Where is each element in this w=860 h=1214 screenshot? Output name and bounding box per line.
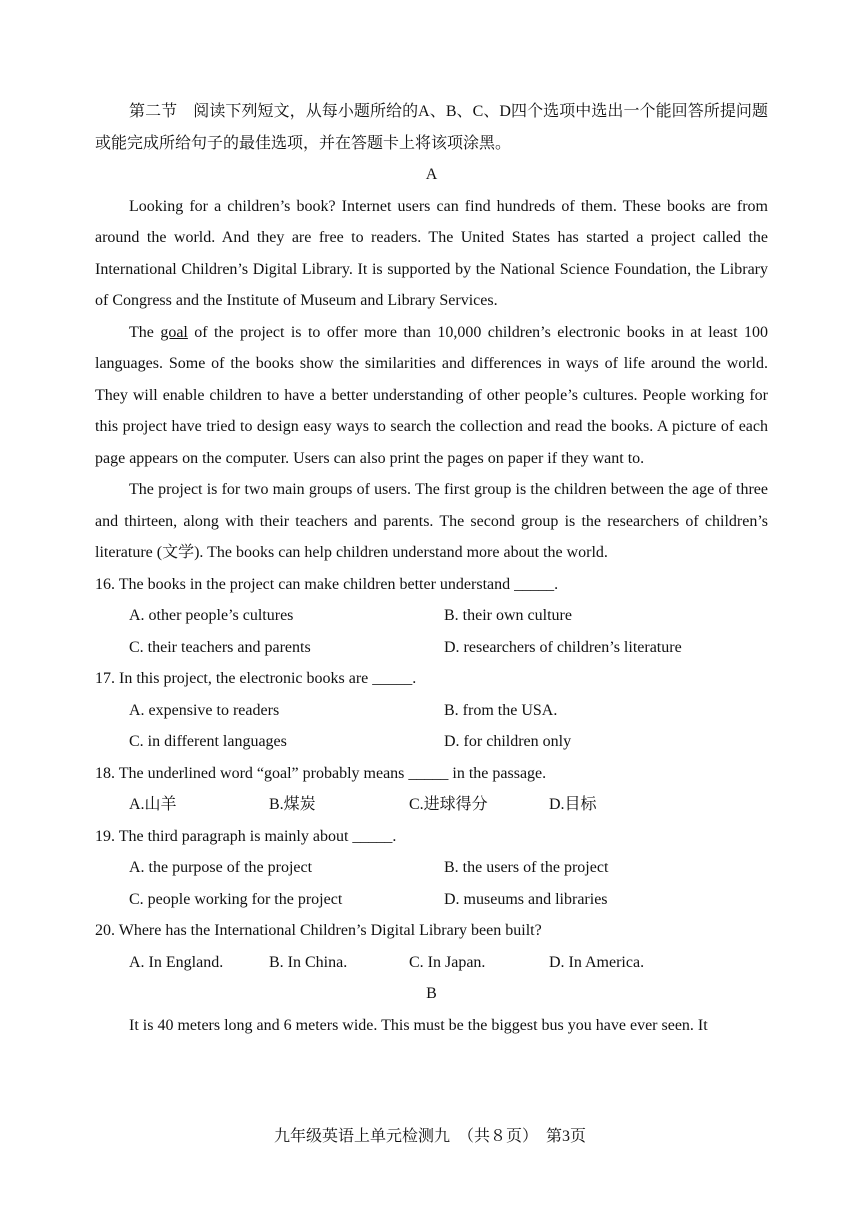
paragraph-2-rest: of the project is to offer more than 10,000 children’s electronic books in at least 100 languages. Some of the books show the similarities and differences in ways of life around the world. They will enable children to have a better understanding of other people’s cultures. People working for this project have tried to design easy ways to search the collection and read the books. A picture of each page appears on the computer. Users can also print the pages on paper if they want to. [95,323,769,467]
passage-a-paragraph-2 [95,317,768,475]
passage-a-label: A [425,166,438,183]
page-content [95,96,768,1041]
question-16: 16. The books in the project can make children better understand _____. [95,575,559,593]
underlined-word-goal: goal [160,323,188,341]
option-b: B. In China. [269,953,348,971]
question-16-options-row-2 [95,632,768,664]
option-c: C. In Japan. [409,953,486,971]
option-a: A. other people’s cultures [129,607,294,624]
option-d: D. museums and libraries [444,890,608,908]
question-17-options-row-2 [95,726,768,758]
question-20-options [95,947,768,979]
option-a: A. In England. [129,953,224,971]
question-17-options-row-1 [95,695,768,727]
option-c: C.进球得分 [409,796,488,813]
option-d: D. In America. [549,953,645,971]
passage-a-paragraph-1: Looking for a children’s book? Internet users can find hundreds of them. These books are from around the world. And they are free to readers. The United States has started a project called the International Children’s Digital Library. It is supported by the National Science Foundation, the Library of Congress and the Institute of Museum and Library Services. [95,197,768,309]
option-b: B. from the USA. [444,701,558,719]
option-b: B.煤炭 [269,796,316,813]
question-17: 17. In this project, the electronic books are _____. [95,670,417,687]
option-c: C. people working for the project [129,890,343,908]
question-18-options [95,789,768,821]
option-a: A.山羊 [129,796,177,813]
option-d: D. researchers of children’s literature [444,638,682,656]
option-d: D.目标 [549,796,597,813]
paragraph-2-start: The [129,323,161,341]
option-b: B. their own culture [444,607,572,624]
passage-b-paragraph-1: It is 40 meters long and 6 meters wide. This must be the biggest bus you have ever seen. It [129,1016,708,1034]
option-c: C. in different languages [129,733,287,750]
option-a: A. the purpose of the project [129,859,313,876]
passage-b-label: B [426,985,437,1002]
page-footer: 九年级英语上单元检测九 （共８页） 第3页 [273,1128,586,1145]
option-c: C. their teachers and parents [129,638,311,656]
question-16-options-row-1 [95,600,768,632]
passage-a-paragraph-3: The project is for two main groups of users. The first group is the children between the age of three and thirteen, along with their teachers and parents. The second group is the researchers of children’s literature (文学). The books can help children understand more about the world. [95,481,768,561]
question-20: 20. Where has the International Children’s Digital Library been built? [95,922,542,939]
question-19-options-row-1 [95,852,768,884]
question-19-options-row-2 [95,884,768,916]
option-b: B. the users of the project [444,859,609,876]
question-18: 18. The underlined word “goal” probably means _____ in the passage. [95,764,547,782]
option-a: A. expensive to readers [129,701,280,719]
section-instructions: 第二节 阅读下列短文，从每小题所给的A、B、C、D四个选项中选出一个能回答所提问题或能完成所给句子的最佳选项，并在答题卡上将该项涂黑。 [95,103,768,152]
option-d: D. for children only [444,733,572,750]
question-19: 19. The third paragraph is mainly about _____. [95,827,397,845]
